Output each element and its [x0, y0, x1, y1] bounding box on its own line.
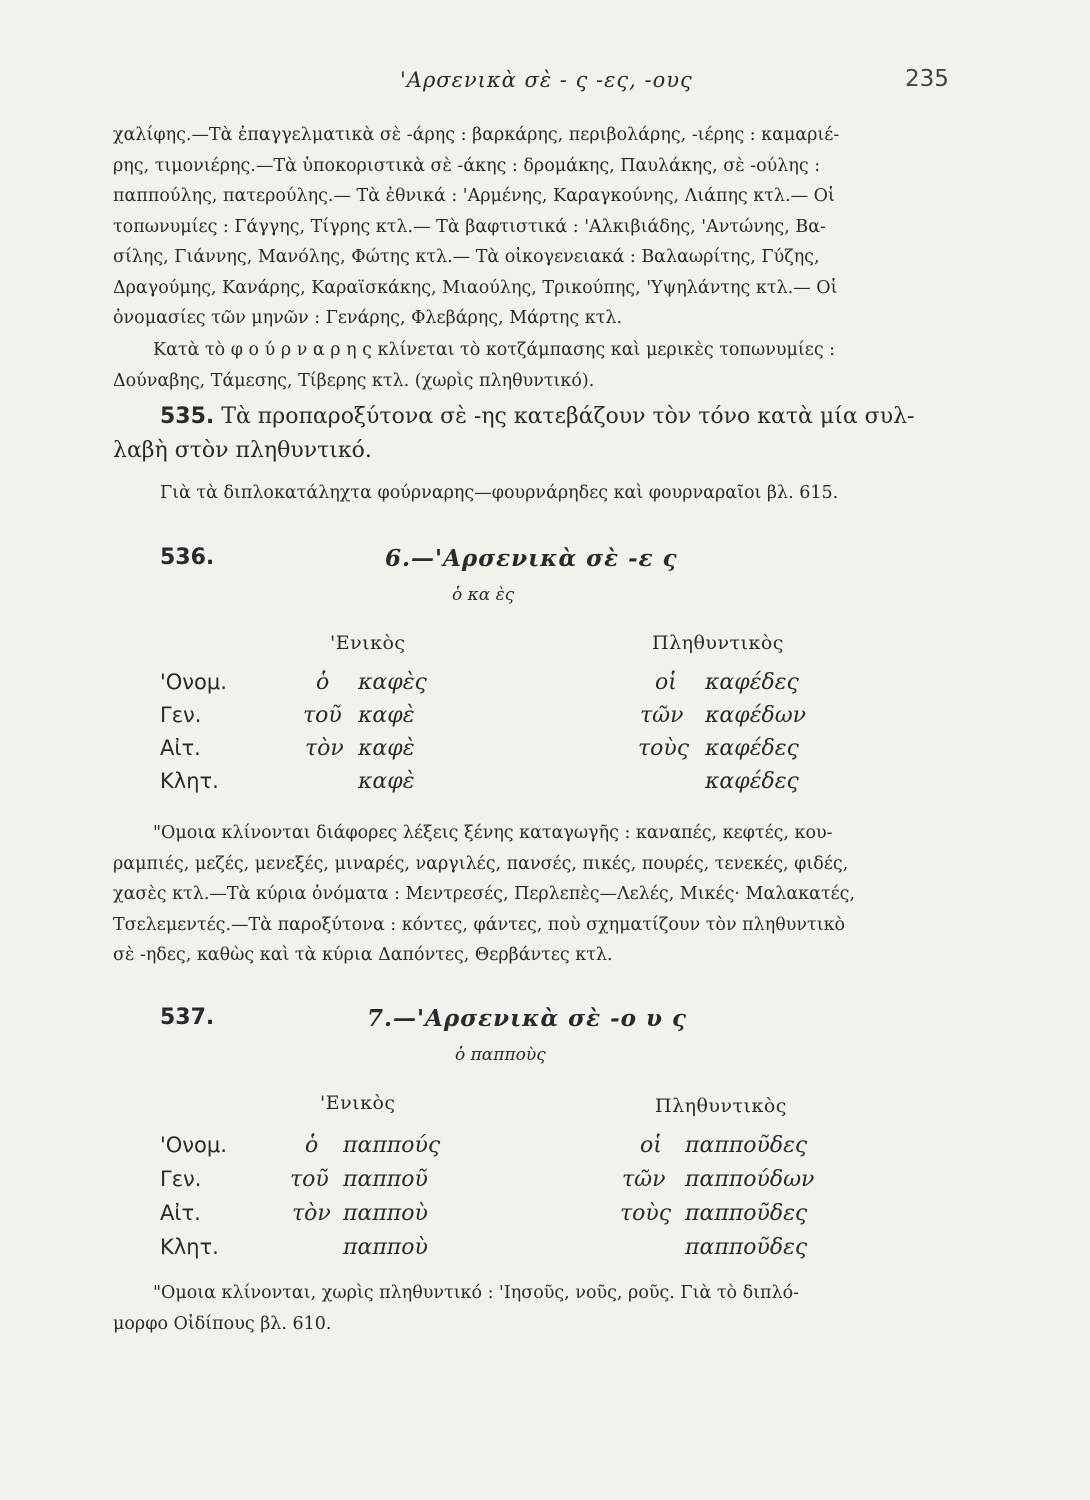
table-row — [0, 703, 1090, 735]
text-line: μορφο Οἰδίπους βλ. 610. — [113, 1313, 332, 1334]
section-535-note — [160, 478, 950, 509]
text-line: "Ομοια κλίνονται, χωρὶς πληθυντικό : 'Ιησοῦς, νοῦς, ροῦς. Γιὰ τὸ διπλό- — [153, 1283, 800, 1303]
note-line: Γιὰ τὰ διπλοκατάληχτα φούρναρης—φουρνάρηδες καὶ φουρναραῖοι βλ. 615. — [160, 483, 839, 503]
fournaris-paragraph — [113, 335, 953, 396]
case-label: Γεν. — [160, 703, 202, 727]
plural-form: καφέδες — [705, 670, 799, 695]
section-number: 537. — [160, 1005, 215, 1030]
singular-form: καφὲ — [358, 769, 415, 794]
singular-form: παππούς — [343, 1133, 441, 1158]
text-line: Δούναβης, Τάμεσης, Τίβερης κτλ. (χωρὶς πληθυντικό). — [113, 370, 595, 391]
running-header: 'Αρσενικὰ σὲ - ς -ες, -ους — [400, 68, 693, 92]
text-line: τοπωνυμίες : Γάγγης, Τίγρης κτλ.— Τὰ βαφτιστικά : 'Αλκιβιάδης, 'Αντώνης, Βα- — [113, 216, 826, 237]
table-row — [0, 1133, 1090, 1165]
plural-form: παππούδων — [685, 1167, 815, 1192]
table-row — [0, 1235, 1090, 1267]
section-subtitle: ὁ παπποὺς — [455, 1045, 546, 1065]
text-line: Δραγούμης, Κανάρης, Καραϊσκάκης, Μιαούλης, Τρικούπης, 'Υψηλάντης κτλ.— Οἱ — [113, 277, 838, 298]
case-label: Αἰτ. — [160, 736, 201, 760]
section-536-paragraph — [113, 818, 953, 971]
text-line: ραμπιές, μεζές, μενεξές, μιναρές, ναργιλές, πανσές, πικές, πουρές, τενεκές, φιδές, — [113, 853, 849, 874]
case-label: Γεν. — [160, 1167, 202, 1191]
section-535-line2: λαβὴ στὸν πληθυντικό. — [113, 438, 372, 463]
singular-article: τοῦ — [303, 703, 342, 728]
text-line: Τσελεμεντές.—Τὰ παροξύτονα : κόντες, φάντες, ποὺ σχηματίζουν τὸν πληθυντικὸ — [113, 914, 846, 935]
section-title: 6.—'Αρσενικὰ σὲ -ε ς — [385, 545, 678, 572]
singular-form: καφὲ — [358, 703, 415, 728]
singular-form: παπποὺ — [343, 1235, 428, 1260]
plural-form: παπποῦδες — [685, 1201, 808, 1226]
text-line: σίλης, Γιάννης, Μανόλης, Φώτης κτλ.— Τὰ οἰκογενειακά : Βαλαωρίτης, Γύζης, — [113, 247, 820, 267]
singular-article: τοῦ — [290, 1167, 329, 1192]
section-subtitle: ὁ κα ὲς — [452, 585, 515, 605]
section-number: 536. — [160, 545, 215, 570]
singular-form: παπποὺ — [343, 1201, 428, 1226]
singular-article: ὁ — [316, 670, 330, 695]
section-537-paragraph — [113, 1278, 953, 1339]
text-line: σὲ -ηδες, καθὼς καὶ τὰ κύρια Δαπόντες, Θερβάντες κτλ. — [113, 945, 613, 965]
case-label: Αἰτ. — [160, 1201, 201, 1225]
singular-header: 'Ενικὸς — [330, 632, 406, 654]
plural-form: καφέδες — [705, 736, 799, 761]
text-line: χαλίφης.—Τὰ ἐπαγγελματικὰ σὲ -άρης : βαρκάρης, περιβολάρης, -ιέρης : καμαριέ- — [113, 125, 840, 145]
table-row — [0, 1201, 1090, 1233]
case-label: 'Ονομ. — [160, 1133, 227, 1157]
plural-article: οἱ — [655, 670, 677, 695]
section-535-cont — [113, 434, 953, 468]
table-row — [0, 1167, 1090, 1199]
plural-form: παπποῦδες — [685, 1133, 808, 1158]
singular-form: παπποῦ — [343, 1167, 428, 1192]
text-line: Κατὰ τὸ φ ο ύ ρ ν α ρ η ς κλίνεται τὸ κοτζάμπασης καὶ μερικὲς τοπωνυμίες : — [153, 340, 836, 360]
singular-header: 'Ενικὸς — [320, 1092, 396, 1114]
section-number: 535. — [160, 404, 215, 429]
plural-article: τοὺς — [620, 1201, 672, 1226]
text-line: χασὲς κτλ.—Τὰ κύρια ὀνόματα : Μεντρεσές, Περλεπὲς—Λελές, Μικές· Μαλακατές, — [113, 884, 856, 904]
case-label: Κλητ. — [160, 769, 219, 793]
table-row — [0, 736, 1090, 768]
plural-form: καφέδων — [705, 703, 807, 728]
plural-form: καφέδες — [705, 769, 799, 794]
plural-article: οἱ — [640, 1133, 662, 1158]
singular-form: καφὲ — [358, 736, 415, 761]
text-line: παππούλης, πατερούλης.— Τὰ ἐθνικά : 'Αρμένης, Καραγκούνης, Λιάπης κτλ.— Οἱ — [113, 186, 835, 206]
table-row — [0, 670, 1090, 702]
plural-form: παπποῦδες — [685, 1235, 808, 1260]
text-line: ὀνομασίες τῶν μηνῶν : Γενάρης, Φλεβάρης, Μάρτης κτλ. — [113, 308, 623, 328]
singular-article: ὁ — [305, 1133, 319, 1158]
table-row — [0, 769, 1090, 801]
plural-article: τοὺς — [638, 736, 690, 761]
singular-form: καφὲς — [358, 670, 427, 695]
plural-header: Πληθυντικὸς — [652, 632, 784, 654]
section-535 — [160, 400, 950, 434]
plural-article: τῶν — [640, 703, 684, 728]
page-number: 235 — [905, 66, 949, 92]
case-label: 'Ονομ. — [160, 670, 227, 694]
plural-article: τῶν — [622, 1167, 666, 1192]
singular-article: τὸν — [305, 736, 344, 761]
section-title: 7.—'Αρσενικὰ σὲ -ο υ ς — [367, 1005, 687, 1032]
plural-header: Πληθυντικὸς — [655, 1095, 787, 1117]
singular-article: τὸν — [292, 1201, 331, 1226]
section-535-line1: Τὰ προπαροξύτονα σὲ -ης κατεβάζουν τὸν τόνο κατὰ μία συλ- — [221, 404, 915, 429]
text-line: ρης, τιμονιέρης.—Τὰ ὑποκοριστικὰ σὲ -άκης : δρομάκης, Παυλάκης, σὲ -ούλης : — [113, 155, 821, 176]
intro-paragraph — [113, 120, 953, 334]
case-label: Κλητ. — [160, 1235, 219, 1259]
text-line: "Ομοια κλίνονται διάφορες λέξεις ξένης καταγωγῆς : καναπές, κεφτές, κου- — [153, 823, 833, 843]
